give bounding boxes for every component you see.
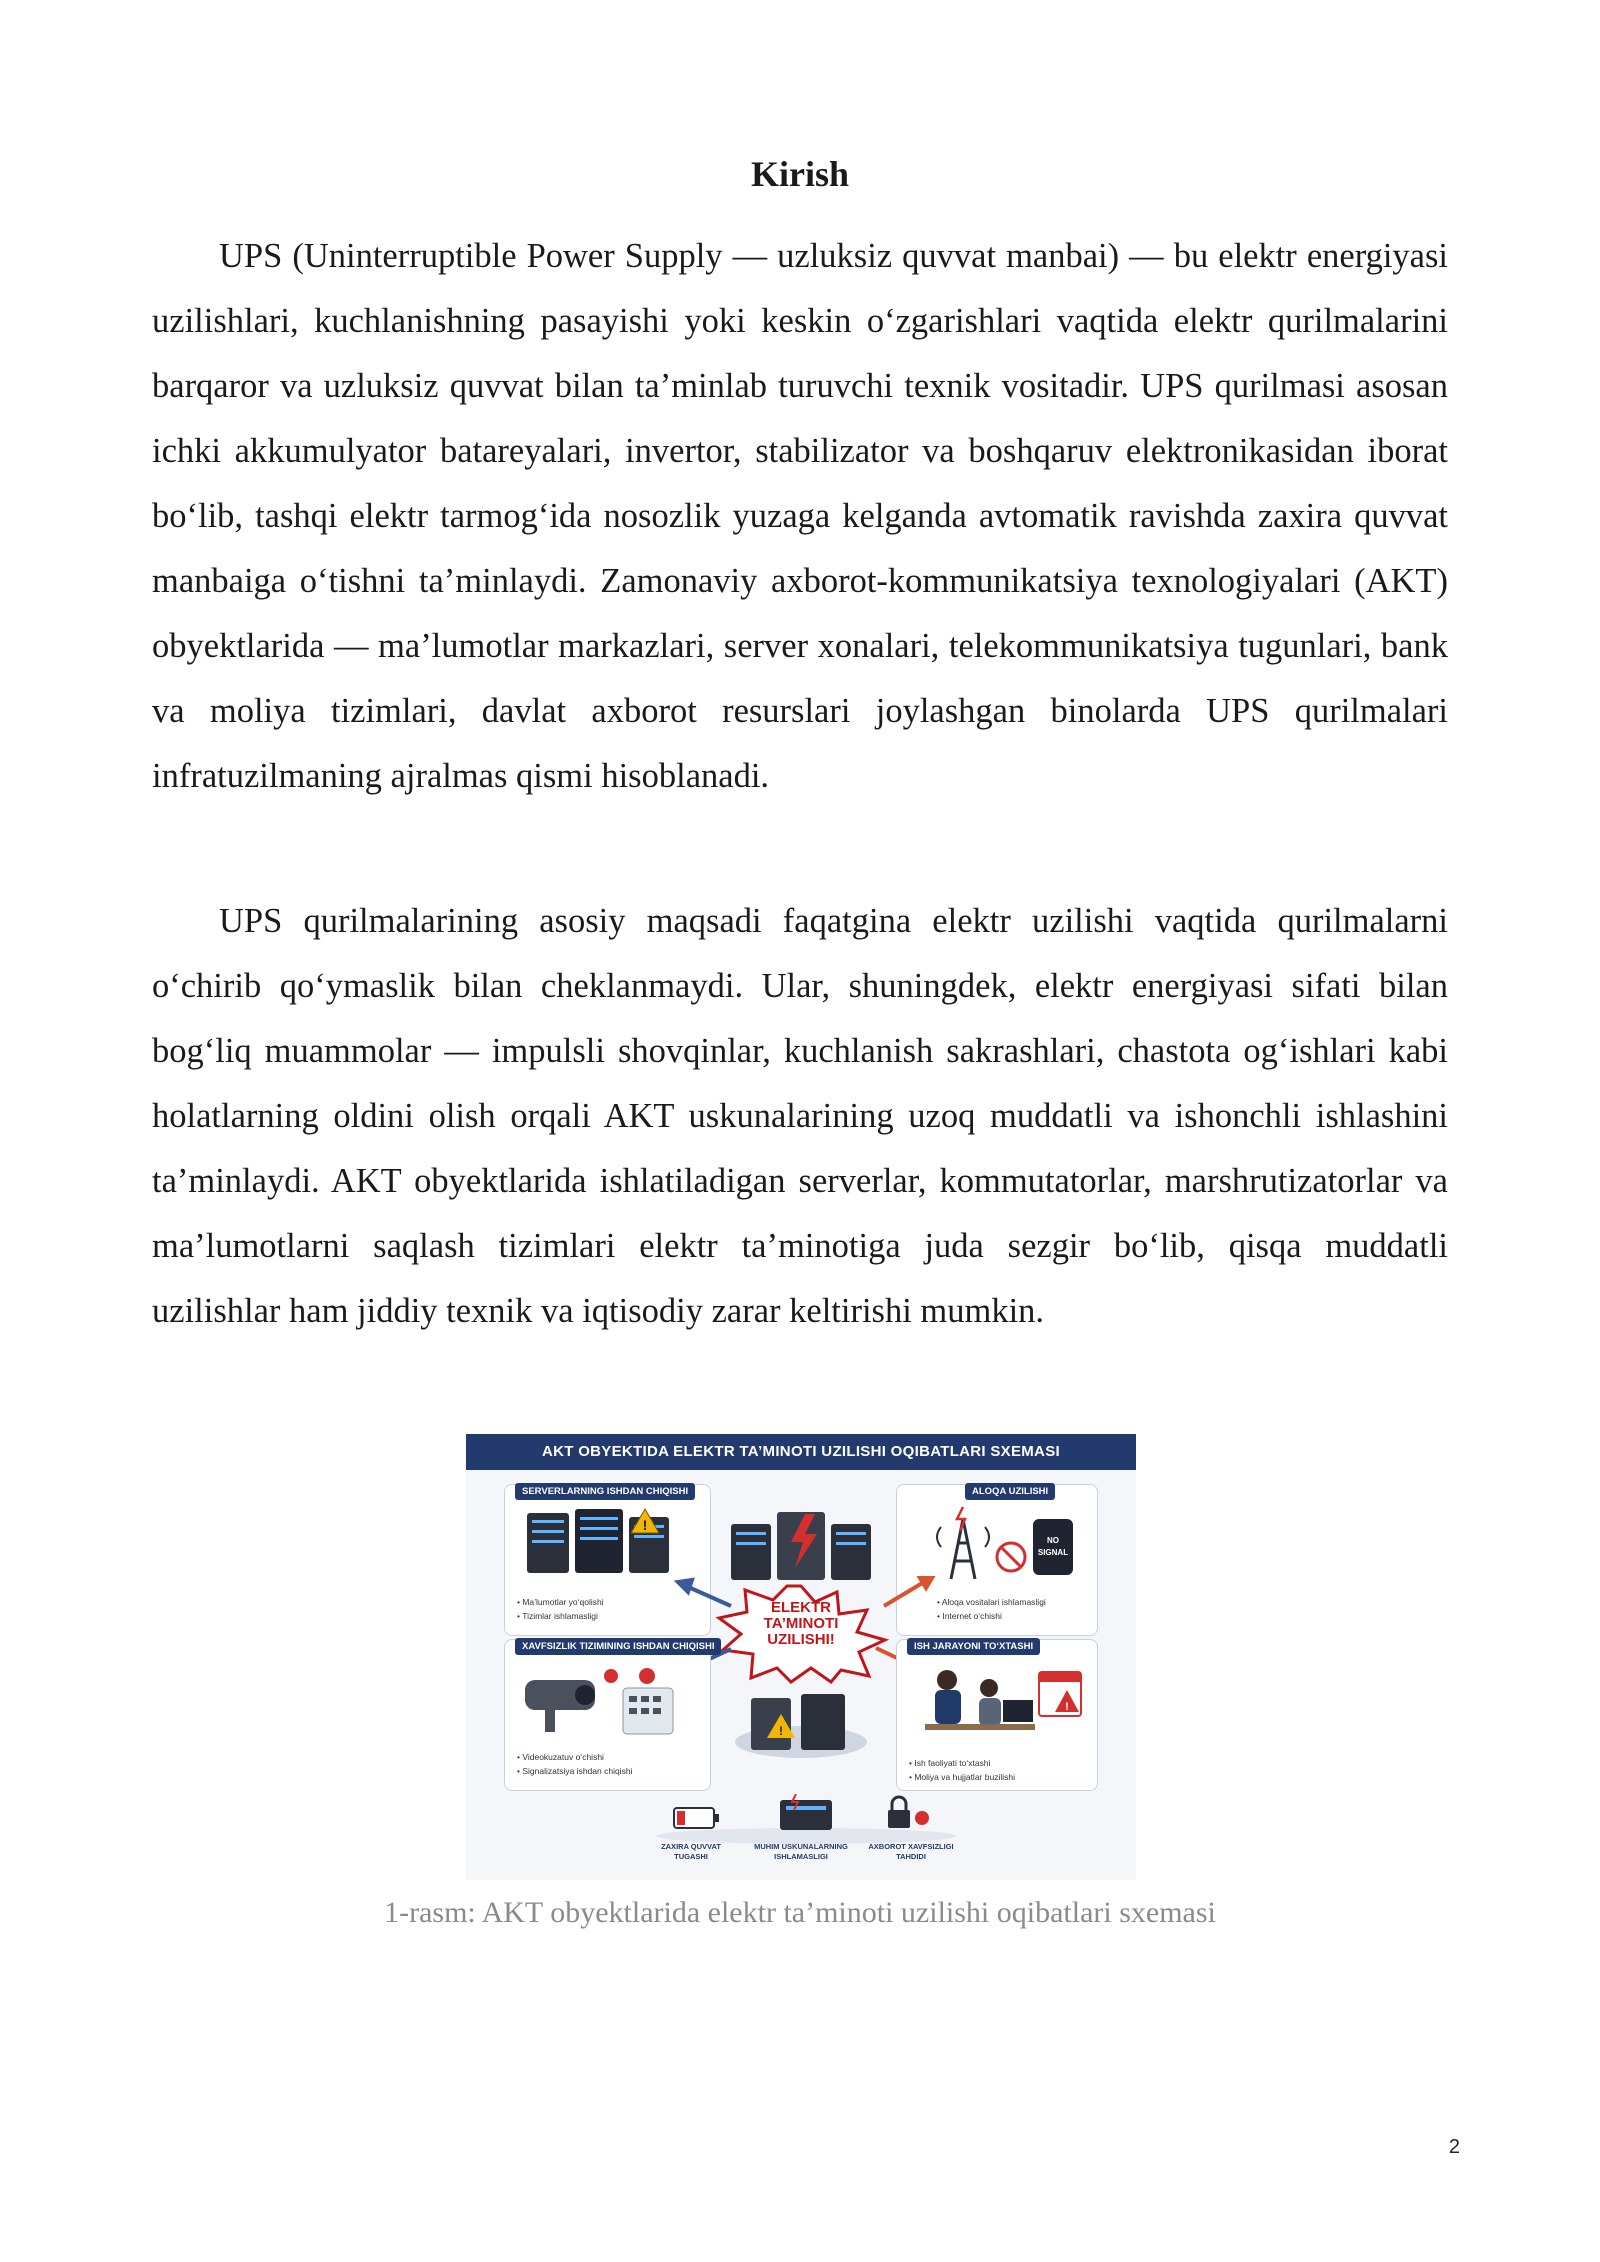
paragraph-1: UPS (Uninterruptible Power Supply — uzluksiz quvvat manbai) — bu elektr energiyasi uzilishlari, kuchlanishning pasayishi yoki keskin o‘zgarishlari vaqtida elektr qurilmalarini barqaror va uzluksiz quvvat bilan ta’minlab turuvchi texnik vositadir. UPS qurilmasi asosan ichki akkumulyator batareyalari, invertor, stabilizator va boshqaruv elektronikasidan iborat bo‘lib, tashqi elektr tarmog‘ida nosozlik yuzaga kelganda avtomatik ravishda zaxira quvvat manbaiga o‘tishni ta’minlaydi. Zamonaviy axborot-kommunikatsiya texnologiyalari (AKT) obyektlarida — ma’lumotlar markazlari, server xonalari, telekommunikatsiya tugunlari, bank va moliya tizimlari, davlat axborot resurslari joylashgan binolarda UPS qurilmalari infratuzilmaning ajralmas qismi hisoblanadi. (152, 237, 1448, 795)
figure-diagram (466, 1434, 1136, 1880)
page-number: 2 (1448, 2136, 1460, 2158)
bullet: • Signalizatsiya ishdan chiqishi (517, 1764, 632, 1778)
paragraph-2: UPS qurilmalarining asosiy maqsadi faqatgina elektr uzilishi vaqtida qurilmalarni o‘chirib qo‘ymaslik bilan cheklanmaydi. Ular, shuningdek, elektr energiyasi sifati bilan bog‘liq muammolar — impulsli shovqinlar, kuchlanish sakrashlari, chastota og‘ishlari kabi holatlarning oldini olish orqali AKT uskunalarining uzoq muddatli va ishonchli ishlashini ta’minlaydi. AKT obyektlarida ishlatiladigan serverlar, kommutatorlar, marshrutizatorlar va ma’lumotlarni saqlash tizimlari elektr ta’minotiga juda sezgir bo‘lib, qisqa muddatli uzilishlar ham jiddiy texnik va iqtisodiy zarar keltirishi mumkin. (152, 902, 1448, 1330)
figure-caption: 1-rasm: AKT obyektlarida elektr ta’minoti uzilishi oqibatlari sxemasi (384, 1896, 1216, 1929)
svg-text:!: ! (1065, 1701, 1069, 1713)
svg-text:!: ! (642, 1517, 648, 1533)
bullet: • Tizimlar ishlamasligi (517, 1609, 604, 1623)
figure-title: AKT OBYEKTIDA ELEKTR TA’MINOTI UZILISHI OQIBATLARI SXEMASI (466, 1434, 1136, 1470)
panel-work-label: ISH JARAYONI TO‘XTASHI (907, 1638, 1040, 1655)
svg-text:SIGNAL: SIGNAL (1037, 1548, 1069, 1557)
office-workers-icon (911, 1660, 1086, 1750)
outage-alert-label: ELEKTR TA’MINOTI UZILISHI! (763, 1599, 839, 1648)
security-camera-icon (519, 1662, 699, 1742)
bottom-item-equipment: MUHIM USKUNALARNING ISHLAMASLIGI (754, 1842, 848, 1861)
bullet: • Moliya va hujjatlar buzilishi (909, 1770, 1015, 1784)
bottom-item-security-threat: AXBOROT XAVFSIZLIGI TAHDIDI (868, 1842, 954, 1861)
bullet: • Videokuzatuv o‘chishi (517, 1750, 632, 1764)
svg-text:!: ! (779, 1724, 783, 1738)
panel-comms-label: ALOQA UZILISHI (965, 1483, 1055, 1500)
bullet: • Ma’lumotlar yo‘qolishi (517, 1595, 604, 1609)
bullet: • Aloqa vositalari ishlamasligi (937, 1595, 1046, 1609)
panel-security-label: XAVFSIZLIK TIZIMINING ISHDAN CHIQISHI (515, 1638, 721, 1655)
bottom-item-battery: ZAXIRA QUVVAT TUGASHI (661, 1842, 721, 1861)
offline-servers-icon (731, 1684, 871, 1764)
panel-servers-label: SERVERLARNING ISHDAN CHIQISHI (515, 1483, 695, 1500)
panel-security-bullets (517, 1750, 632, 1778)
section-heading: Kirish (750, 154, 849, 194)
bottom-icons (656, 1794, 956, 1844)
panel-work (896, 1639, 1098, 1791)
panel-work-bullets (909, 1756, 1015, 1784)
bullet: • Ish faoliyati to‘xtashi (909, 1756, 1015, 1770)
bullet: • Internet o‘chishi (937, 1609, 1046, 1623)
panel-security (504, 1639, 715, 1791)
svg-text:NO: NO (1047, 1536, 1059, 1545)
